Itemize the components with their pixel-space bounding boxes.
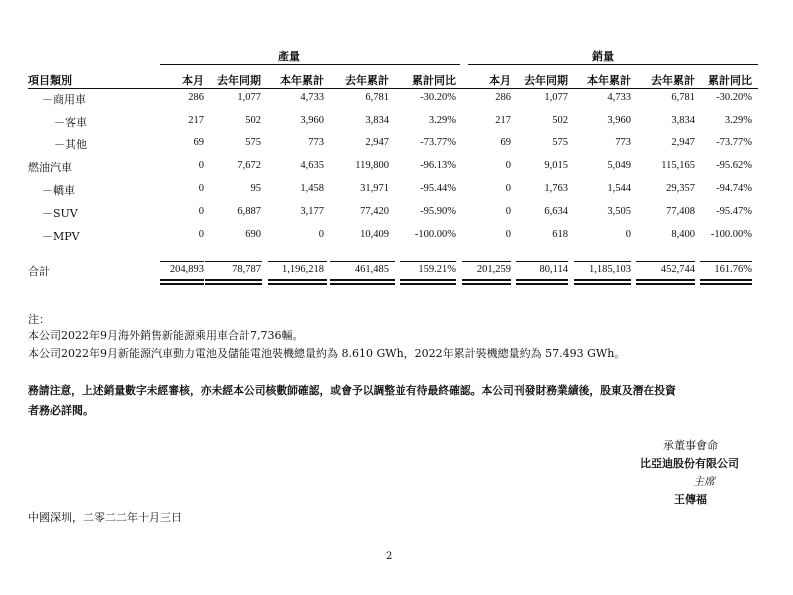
total-cell: 201,259 (476, 264, 511, 275)
table-cell: 3,960 (607, 115, 631, 126)
table-cell: 6,781 (365, 92, 389, 103)
table-cell: 119,800 (355, 160, 389, 171)
table-cell: 0 (198, 229, 204, 240)
table-cell: 773 (615, 137, 631, 148)
signature-company: 比亞迪股份有限公司 (640, 457, 739, 470)
signature-by-order: 承董事會命 (663, 439, 718, 452)
group-header-sales: 銷量 (592, 50, 614, 63)
total-top-rule (330, 261, 395, 262)
table-cell: 1,077 (237, 92, 261, 103)
table-cell: 773 (308, 137, 324, 148)
row-label: －其他 (54, 138, 87, 151)
total-row-label: 合計 (28, 265, 50, 278)
table-cell: 0 (505, 229, 511, 240)
table-cell: 0 (198, 160, 204, 171)
table-cell: 0 (505, 160, 511, 171)
table-cell: -94.74% (716, 183, 752, 194)
table-cell: 5,049 (607, 160, 631, 171)
table-cell: 0 (198, 183, 204, 194)
total-cell: 159.21% (418, 264, 456, 275)
total-top-rule (574, 261, 631, 262)
col-header: 累計同比 (412, 74, 456, 87)
table-cell: 3,505 (607, 206, 631, 217)
table-cell: 29,357 (666, 183, 695, 194)
table-cell: 7,672 (237, 160, 261, 171)
total-cell: 1,185,103 (589, 264, 631, 275)
place-date: 中國深圳，二零二二年十月三日 (28, 511, 182, 524)
total-cell: 78,787 (232, 264, 261, 275)
table-cell: 3,834 (365, 115, 389, 126)
table-cell: 6,781 (671, 92, 695, 103)
table-cell: 502 (245, 115, 261, 126)
table-cell: 4,635 (300, 160, 324, 171)
signature-title: 主席 (693, 475, 715, 488)
table-cell: 6,887 (237, 206, 261, 217)
total-double-rule (268, 279, 327, 285)
table-cell: 2,947 (365, 137, 389, 148)
total-cell: 204,893 (169, 264, 204, 275)
table-cell: 1,077 (544, 92, 568, 103)
table-cell: 69 (193, 137, 204, 148)
table-cell: 0 (505, 183, 511, 194)
table-cell: 3,177 (300, 206, 324, 217)
table-cell: 217 (495, 115, 511, 126)
total-top-rule (205, 261, 262, 262)
header-underline (28, 88, 758, 89)
total-double-rule (516, 279, 568, 285)
table-cell: 3,960 (300, 115, 324, 126)
header-item-category: 項目類別 (28, 74, 72, 87)
total-double-rule (205, 279, 262, 285)
total-double-rule (330, 279, 395, 285)
table-cell: 3.29% (724, 115, 752, 126)
table-cell: -95.47% (716, 206, 752, 217)
table-cell: 4,733 (607, 92, 631, 103)
total-double-rule (462, 279, 511, 285)
table-cell: 2,947 (671, 137, 695, 148)
row-label: －客車 (54, 116, 87, 129)
total-top-rule (516, 261, 568, 262)
table-cell: 6,634 (544, 206, 568, 217)
total-top-rule (160, 261, 204, 262)
table-cell: 77,408 (666, 206, 695, 217)
table-cell: 286 (495, 92, 511, 103)
row-label: 燃油汽車 (28, 161, 72, 174)
total-top-rule (462, 261, 511, 262)
col-header: 去年累計 (651, 74, 695, 87)
total-top-rule (400, 261, 456, 262)
col-header: 本月 (489, 74, 511, 87)
col-header: 累計同比 (708, 74, 752, 87)
group-header-production: 產量 (278, 50, 300, 63)
table-cell: 575 (245, 137, 261, 148)
table-cell: -30.20% (420, 92, 456, 103)
table-cell: 3.29% (428, 115, 456, 126)
table-cell: 10,409 (360, 229, 389, 240)
col-header: 本月 (182, 74, 204, 87)
table-cell: 217 (188, 115, 204, 126)
total-top-rule (636, 261, 695, 262)
table-cell: 0 (505, 206, 511, 217)
row-label: －MPV (42, 230, 80, 243)
total-double-rule (160, 279, 204, 285)
warning-line-2: 者務必詳閱。 (28, 404, 94, 417)
table-cell: 618 (552, 229, 568, 240)
total-top-rule (268, 261, 327, 262)
total-double-rule (700, 279, 752, 285)
table-cell: -100.00% (710, 229, 752, 240)
table-cell: 1,763 (544, 183, 568, 194)
table-cell: 0 (625, 229, 631, 240)
col-header: 本年累計 (587, 74, 631, 87)
total-top-rule (700, 261, 752, 262)
row-label: －商用車 (42, 93, 86, 106)
table-cell: 8,400 (671, 229, 695, 240)
table-cell: -30.20% (716, 92, 752, 103)
table-cell: 1,544 (607, 183, 631, 194)
total-cell: 161.76% (714, 264, 752, 275)
table-cell: -73.77% (420, 137, 456, 148)
table-cell: 575 (552, 137, 568, 148)
notes-heading: 注： (28, 313, 50, 326)
total-double-rule (636, 279, 695, 285)
page-number: 2 (386, 551, 393, 562)
total-double-rule (400, 279, 456, 285)
total-cell: 1,196,218 (282, 264, 324, 275)
table-cell: 4,733 (300, 92, 324, 103)
group-underline-production (160, 64, 460, 65)
table-cell: 1,458 (300, 183, 324, 194)
row-label: －轎車 (42, 184, 75, 197)
table-cell: 0 (198, 206, 204, 217)
table-cell: 9,015 (544, 160, 568, 171)
table-cell: 690 (245, 229, 261, 240)
table-cell: -95.90% (420, 206, 456, 217)
table-cell: 3,834 (671, 115, 695, 126)
total-cell: 80,114 (539, 264, 568, 275)
col-header: 去年同期 (524, 74, 568, 87)
col-header: 去年累計 (345, 74, 389, 87)
table-cell: 69 (500, 137, 511, 148)
table-cell: 77,420 (360, 206, 389, 217)
table-cell: -95.62% (716, 160, 752, 171)
table-cell: 286 (188, 92, 204, 103)
col-header: 本年累計 (280, 74, 324, 87)
table-cell: 502 (552, 115, 568, 126)
signature-name: 王傳福 (674, 493, 707, 506)
table-cell: -95.44% (420, 183, 456, 194)
table-cell: -96.13% (420, 160, 456, 171)
total-cell: 452,744 (660, 264, 695, 275)
total-cell: 461,485 (354, 264, 389, 275)
note-line-2: 本公司2022年9月新能源汽車動力電池及儲能電池裝機總量約為 8.610 GWh，2022年累計裝機總量約為 57.493 GWh。 (28, 347, 626, 360)
col-header: 去年同期 (217, 74, 261, 87)
table-cell: 115,165 (661, 160, 695, 171)
table-cell: 31,971 (360, 183, 389, 194)
note-line-1: 本公司2022年9月海外銷售新能源乘用車合計7,736輛。 (28, 329, 304, 342)
row-label: －SUV (42, 207, 78, 220)
table-cell: -100.00% (414, 229, 456, 240)
warning-line-1: 務請注意，上述銷量數字未經審核，亦未經本公司核數師確認，或會予以調整並有待最終確認。本公司刊發財務業績後，股東及潛在投資 (28, 384, 676, 397)
table-cell: 0 (318, 229, 324, 240)
group-underline-sales (468, 64, 758, 65)
total-double-rule (574, 279, 631, 285)
table-cell: 95 (250, 183, 261, 194)
table-cell: -73.77% (716, 137, 752, 148)
